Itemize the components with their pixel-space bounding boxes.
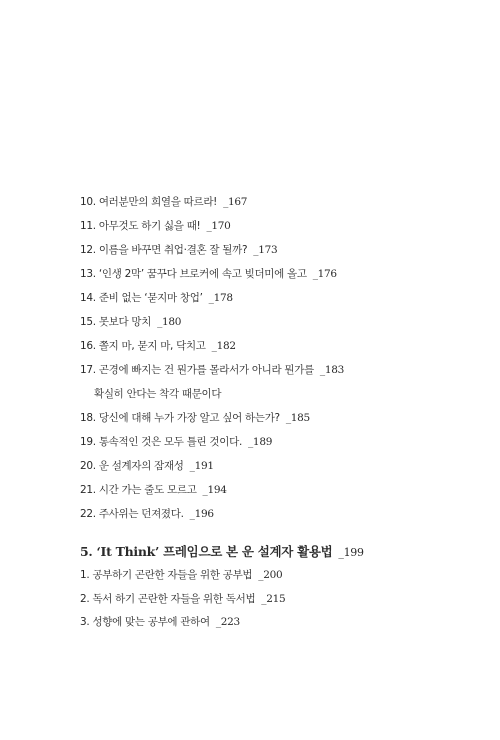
toc-item-title: 2. 독서 하기 곤란한 자들을 위한 독서법 xyxy=(80,592,256,605)
toc-item-title: 18. 당신에 대해 누가 가장 알고 싶어 하는가? xyxy=(80,412,280,424)
toc-item xyxy=(80,310,480,334)
toc-item-page: _200 xyxy=(258,569,283,581)
toc-item-page: _223 xyxy=(215,616,240,628)
toc-item xyxy=(80,502,480,526)
toc-item-page: _173 xyxy=(253,244,278,256)
toc-item xyxy=(80,588,480,612)
chapter-toc-list xyxy=(80,564,480,635)
chapter-page: _199 xyxy=(338,546,364,559)
toc-item xyxy=(80,262,480,286)
toc-item-page: _170 xyxy=(206,220,231,232)
toc-item-page: _215 xyxy=(261,592,286,605)
toc-item xyxy=(80,238,480,262)
toc-item-title: 12. 이름을 바꾸면 취업·결혼 잘 될까? xyxy=(80,244,248,256)
toc-item xyxy=(80,406,480,430)
toc-item-title: 3. 성향에 맞는 공부에 관하여 xyxy=(80,616,210,628)
toc-item-title: 13. ‘인생 2막’ 꿈꾸다 브로커에 속고 빚더미에 올고 xyxy=(80,268,307,280)
toc-item-page: _167 xyxy=(223,196,248,208)
toc-item-page: _182 xyxy=(211,340,236,352)
toc-item-title: 22. 주사위는 던져졌다. xyxy=(80,508,184,520)
toc-item-page: _178 xyxy=(208,292,233,304)
chapter-heading xyxy=(80,540,364,564)
toc-item-title: 1. 공부하기 곤란한 자들을 위한 공부법 xyxy=(80,569,253,581)
toc-item xyxy=(80,190,480,214)
toc-item-title: 17. 곤경에 빠지는 건 뭔가를 몰라서가 아니라 뭔가를 xyxy=(80,364,314,376)
toc-item-page: _194 xyxy=(202,484,227,496)
toc-item-page: _176 xyxy=(312,268,337,280)
toc-item xyxy=(80,358,480,382)
toc-item xyxy=(80,611,480,635)
toc-item xyxy=(80,214,480,238)
toc-item-page: _183 xyxy=(319,364,345,376)
toc-item-page: _180 xyxy=(157,316,182,328)
toc-item-title: 10. 여러분만의 희열을 따르라! xyxy=(80,196,218,208)
toc-item-continuation xyxy=(80,382,480,406)
toc-item xyxy=(80,478,480,502)
toc-item-page: _196 xyxy=(189,508,214,520)
toc-item xyxy=(80,564,480,588)
toc-item xyxy=(80,454,480,478)
toc-item xyxy=(80,334,480,358)
toc-item-title: 19. 통속적인 것은 모두 틀린 것이다. xyxy=(80,436,242,448)
toc-item-page: _189 xyxy=(247,436,273,448)
toc-item xyxy=(80,430,480,454)
toc-item-page: _191 xyxy=(189,460,214,472)
toc-item-title: 11. 아무것도 하기 싫을 때! xyxy=(80,220,201,232)
toc-item-title: 21. 시간 가는 줄도 모르고 xyxy=(80,484,197,496)
toc-item xyxy=(80,286,480,310)
toc-item-page: _185 xyxy=(285,412,310,424)
toc-item-title: 16. 쫄지 마, 묻지 마, 닥치고 xyxy=(80,340,206,352)
toc-item-title: 확실히 안다는 착각 때문이다 xyxy=(94,388,222,400)
toc-item-title: 20. 운 설계자의 잠재성 xyxy=(80,460,184,472)
toc-item-title: 15. 못보다 망치 xyxy=(80,316,152,328)
toc-list xyxy=(80,190,480,526)
toc-item-title: 14. 준비 없는 ‘묻지마 창업’ xyxy=(80,292,203,304)
chapter-title: 5. ‘It Think’ 프레임으로 본 운 설계자 활용법 xyxy=(80,544,333,559)
